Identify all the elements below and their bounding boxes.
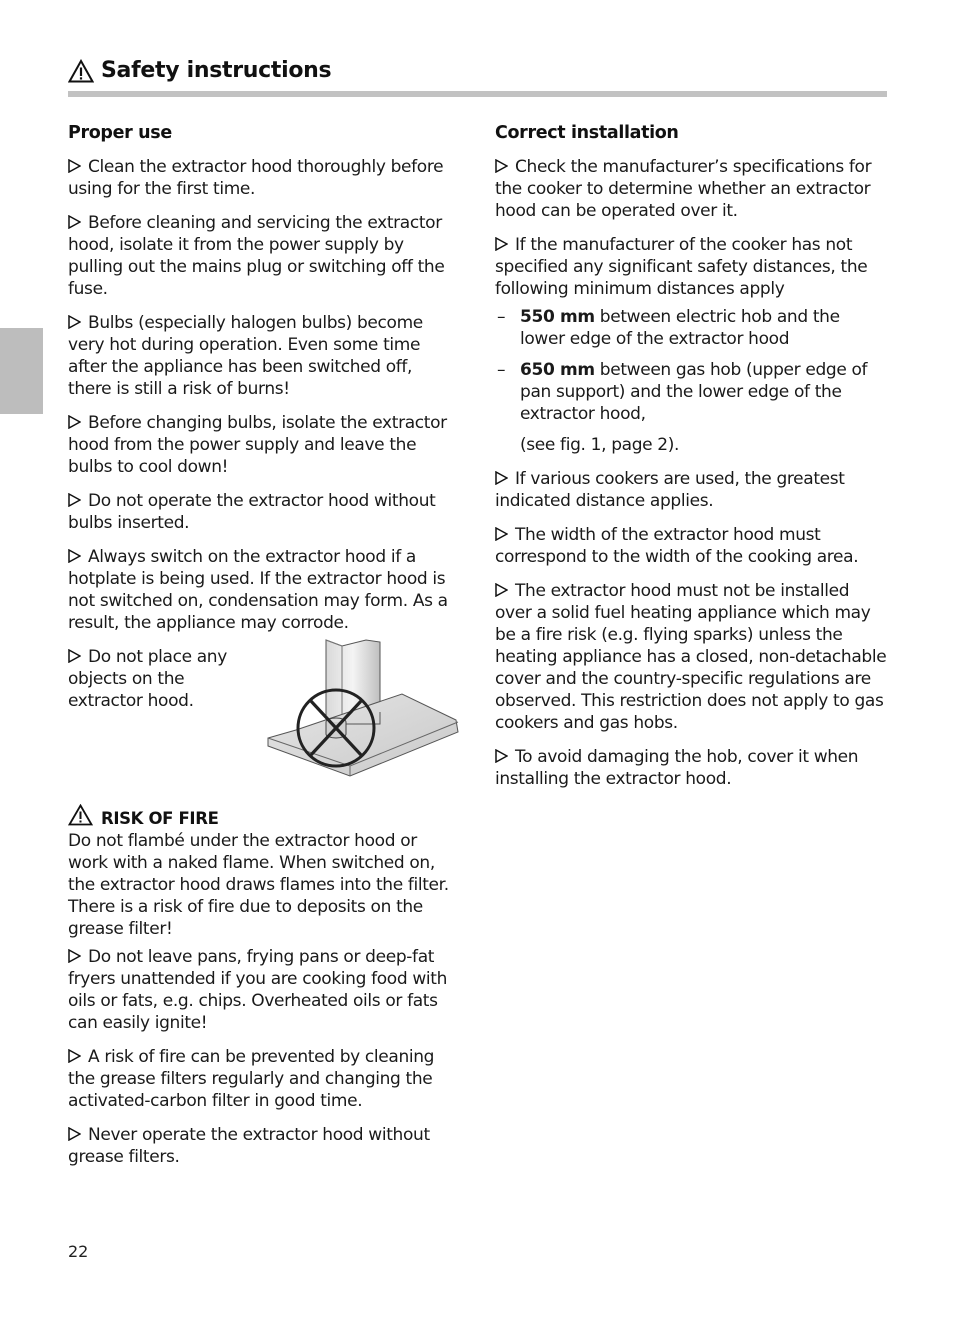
list-item-text: Check the manufacturer’s specifications for the cooker to determine whether an extractor hood can be operated over it. [495,157,872,221]
no-objects-on-hood-illustration [266,638,460,786]
list-item-text: Do not place any objects on the extractor hood. [68,647,227,711]
distance-value: 650 mm [520,360,595,380]
warning-triangle-icon [68,804,93,826]
list-item-text: Before cleaning and servicing the extractor hood, isolate it from the power supply by pulling out the mains plug or switching off the fuse. [68,213,445,299]
triangle-bullet-icon [68,649,81,663]
distance-item-gas [495,359,887,425]
triangle-bullet-icon [68,493,81,507]
triangle-bullet-icon [495,237,508,251]
distance-value: 550 mm [520,307,595,327]
list-item-text: Before changing bulbs, isolate the extractor hood from the power supply and leave the bulbs to cool down! [68,413,447,477]
distance-text: between gas hob (upper edge of pan support) and the lower edge of the extractor hood, [520,360,868,424]
figure-item-row [68,646,460,792]
triangle-bullet-icon [68,1049,81,1063]
list-item-text: If the manufacturer of the cooker has not specified any significant safety distances, the following minimum distances apply [495,235,868,299]
list-item-text: Always switch on the extractor hood if a hotplate is being used. If the extractor hood is not switched on, condensation may form. As a result, the appliance may corrode. [68,547,448,633]
distance-text: between electric hob and the lower edge of the extractor hood [520,307,840,349]
list-item-text: A risk of fire can be prevented by cleaning the grease filters regularly and changing the activated-carbon filter in good time. [68,1047,435,1111]
section-side-tab [0,328,43,414]
triangle-bullet-icon [495,583,508,597]
list-item-text: The extractor hood must not be installed over a solid fuel heating appliance which may be a fire risk (e.g. flying sparks) unless the heating appliance has a closed, non-detachable cover and the country-specific regulations are observed. This restriction does not apply to gas cookers and gas hobs. [495,581,887,733]
list-item [68,546,460,634]
triangle-bullet-icon [68,215,81,229]
list-item-text: Do not operate the extractor hood without bulbs inserted. [68,491,436,533]
page-header [68,56,887,100]
list-item-text: Do not leave pans, frying pans or deep-fat fryers unattended if you are cooking food with oils or fats, e.g. chips. Overheated oils or fats can easily ignite! [68,947,448,1033]
list-item [495,524,887,568]
page-title: Safety instructions [101,58,332,83]
page-number: 22 [68,1242,89,1261]
dash-bullet: – [497,360,506,380]
triangle-bullet-icon [495,159,508,173]
list-item [68,946,460,1034]
triangle-bullet-icon [68,315,81,329]
list-item [68,156,460,200]
triangle-bullet-icon [68,949,81,963]
warning-triangle-icon [68,59,94,83]
list-item [495,580,887,734]
list-item [495,468,887,512]
list-item-text: The width of the extractor hood must correspond to the width of the cooking area. [495,525,859,567]
list-item [68,1124,460,1168]
section-heading-correct-installation: Correct installation [495,123,679,143]
triangle-bullet-icon [495,527,508,541]
list-item [495,156,887,222]
list-item [495,234,887,300]
list-item-text: To avoid damaging the hob, cover it when installing the extractor hood. [495,747,859,789]
risk-of-fire-heading [68,804,460,830]
list-item [68,412,460,478]
list-item-text: Never operate the extractor hood without grease filters. [68,1125,430,1167]
left-column [68,122,460,1180]
triangle-bullet-icon [495,749,508,763]
header-divider [68,91,887,97]
list-item [68,490,460,534]
triangle-bullet-icon [495,471,508,485]
figure-reference-note: (see fig. 1, page 2). [520,435,680,455]
risk-of-fire-text: Do not flambé under the extractor hood or work with a naked flame. When switched on, the extractor hood draws flames into the filter. There is a risk of fire due to deposits on the grease filter! [68,831,449,939]
list-item-text: Clean the extractor hood thoroughly before using for the first time. [68,157,444,199]
risk-title: RISK OF FIRE [101,809,219,828]
section-heading-proper-use: Proper use [68,123,172,143]
list-item [68,646,258,712]
list-item [68,1046,460,1112]
triangle-bullet-icon [68,1127,81,1141]
distance-item-electric [495,306,887,350]
list-item [68,312,460,400]
list-item [495,746,887,790]
dash-bullet: – [497,307,506,327]
triangle-bullet-icon [68,549,81,563]
triangle-bullet-icon [68,159,81,173]
triangle-bullet-icon [68,415,81,429]
list-item-text: If various cookers are used, the greatest indicated distance applies. [495,469,845,511]
list-item-text: Bulbs (especially halogen bulbs) become very hot during operation. Even some time after the appliance has been switched off, there is still a risk of burns! [68,313,423,399]
right-column [495,122,887,802]
list-item [68,212,460,300]
